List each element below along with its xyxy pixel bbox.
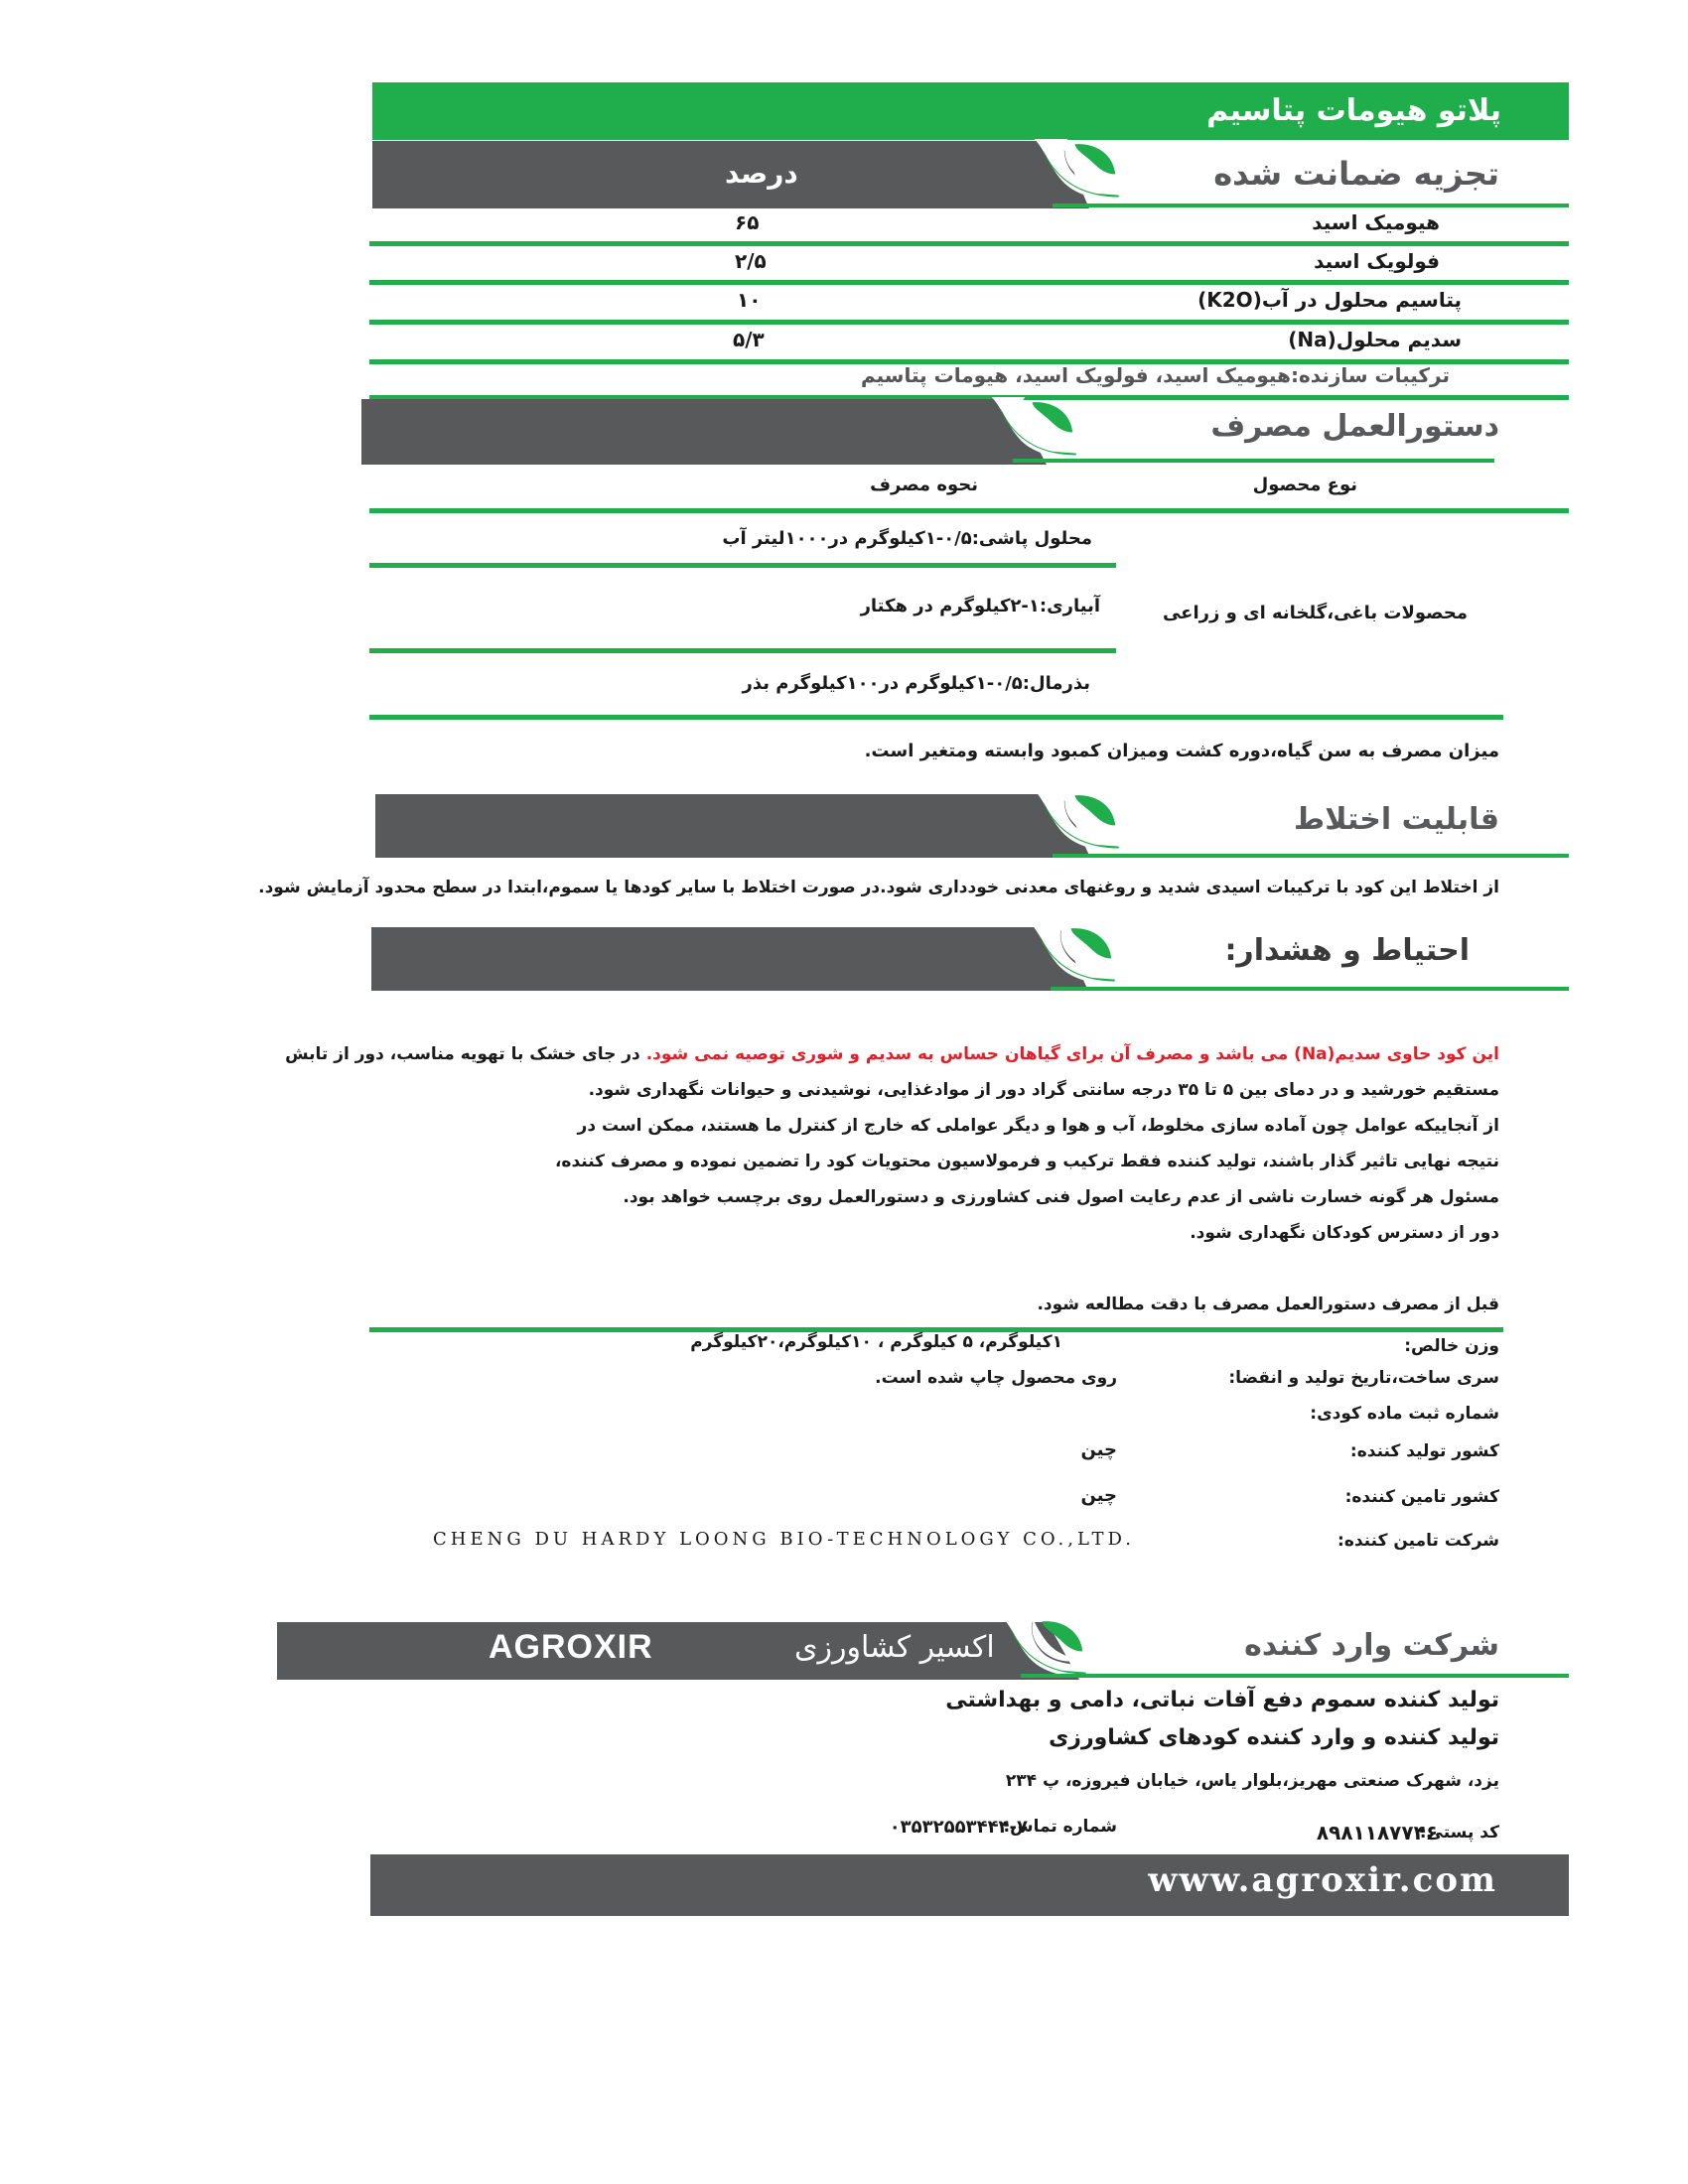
- analysis-row-name: فولویک اسید: [1314, 249, 1440, 273]
- usage-note: میزان مصرف به سن گیاه،دوره کشت ومیزان کمبود وابسته ومتغیر است.: [864, 741, 1499, 761]
- leaf-icon: [1029, 923, 1120, 985]
- warning-line: نتیجه نهایی تاثیر گذار باشند، تولید کننده فقط ترکیب و فرمولاسیون محتویات کود را تضمین نموده و مصرف کننده،: [554, 1152, 1499, 1171]
- warning-line: از آنجاییکه عوامل چون آماده سازی مخلوط، آب و هوا و دیگر عواملی که خارج از کنترل ما هستند، ممکن است در: [577, 1116, 1499, 1136]
- usage-crop: محصولات باغی،گلخانه ای و زراعی: [1162, 603, 1468, 623]
- warning-sodium-text: این کود حاوی سدیم(Na) می باشد و مصرف آن برای گیاهان حساس به سدیم و شوری توصیه نمی شود.: [645, 1044, 1499, 1064]
- phone-value: ۰۳۵۳۲۵۵۳۴۴۴-۷: [889, 1817, 1028, 1838]
- analysis-row-name: هیومیک اسید: [1312, 210, 1440, 234]
- usage-method: محلول پاشی:۰/۵-۱کیلوگرم در۱۰۰۰لیتر آب: [722, 528, 1092, 549]
- postal-label: کد پستی:: [1419, 1823, 1499, 1843]
- usage-divider: [369, 715, 1503, 720]
- warning-line: دور از دسترس کودکان نگهداری شود.: [1190, 1223, 1499, 1243]
- analysis-header-underline: [1053, 204, 1569, 207]
- warning-header-underline: [1051, 987, 1569, 991]
- info-value: روی محصول چاپ شده است.: [875, 1368, 1117, 1388]
- usage-method: بذرمال:۰/۵-۱کیلوگرم در۱۰۰کیلوگرم بذر: [742, 673, 1090, 694]
- analysis-row-value: ۱۰: [737, 288, 762, 312]
- row-divider: [369, 320, 1569, 325]
- info-value: چین: [1080, 1439, 1117, 1460]
- col-crop-header: نوع محصول: [1252, 475, 1357, 495]
- importer-heading: شرکت وارد کننده: [1244, 1628, 1499, 1663]
- usage-divider: [369, 563, 1116, 568]
- ingredients: ترکیبات سازنده:هیومیک اسید، فولویک اسید، هیومات پتاسیم: [860, 363, 1450, 387]
- importer-header-underline: [1021, 1674, 1569, 1678]
- importer-line1: تولید کننده سموم دفع آفات نباتی، دامی و بهداشتی: [945, 1688, 1499, 1712]
- info-label: شماره ثبت ماده کودی:: [1310, 1404, 1499, 1424]
- warning-line-1-rest: در جای خشک با تهویه مناسب، دور از تابش: [285, 1044, 646, 1064]
- warning-line: مسئول هر گونه خسارت ناشی از عدم رعایت اصول فنی کشاورزی و دستورالعمل روی برچسب خواهد بود.: [623, 1187, 1499, 1207]
- read-before-use: قبل از مصرف دستورالعمل مصرف با دقت مطالعه شود.: [1037, 1295, 1499, 1314]
- usage-divider: [369, 648, 1116, 653]
- leaf-icon: [999, 1616, 1092, 1678]
- importer-line2: تولید کننده و وارد کننده کودهای کشاورزی: [1049, 1725, 1499, 1750]
- website-link[interactable]: www.agroxir.com: [1148, 1860, 1497, 1900]
- usage-header-bar-gray: [361, 399, 1047, 465]
- usage-header-underline: [1013, 459, 1494, 463]
- mixing-text: از اختلاط این کود با ترکیبات اسیدی شدید و روغنهای معدنی خودداری شود.در صورت اختلاط با سایر کودها یا سموم،ابتدا در سطح محدود آزمایش شود.: [258, 878, 1499, 897]
- mixing-header-underline: [1053, 854, 1569, 858]
- info-label: شرکت تامین کننده:: [1337, 1531, 1499, 1551]
- agroxir-logo: AGROXIR: [489, 1628, 653, 1666]
- phone-label: شماره تماس:: [1003, 1817, 1117, 1837]
- info-label: کشور تولید کننده:: [1349, 1441, 1499, 1461]
- col-method-header: نحوه مصرف: [870, 475, 978, 495]
- info-value: ۱کیلوگرم، ۵ کیلوگرم ، ۱۰کیلوگرم،۲۰کیلوگرم: [690, 1332, 1062, 1352]
- leaf-icon: [1033, 139, 1124, 201]
- row-divider: [369, 280, 1569, 285]
- company-name-fa: اکسیر کشاورزی: [794, 1630, 995, 1665]
- warning-heading: احتیاط و هشدار:: [1224, 933, 1470, 968]
- percent-header: درصد: [725, 157, 798, 190]
- analysis-row-name: سدیم محلول(Na): [1288, 328, 1462, 351]
- info-label: سری ساخت،تاریخ تولید و انقضا:: [1228, 1368, 1499, 1388]
- supplier-company-latin: CHENG DU HARDY LOONG BIO-TECHNOLOGY CO.,LTD.: [433, 1529, 1135, 1550]
- warning-line-1: [285, 1044, 1499, 1064]
- product-title: پلاتو هیومات پتاسیم: [1206, 93, 1501, 128]
- info-value: چین: [1080, 1485, 1117, 1506]
- analysis-row-value: ۲/۵: [735, 249, 767, 273]
- importer-address: یزد، شهرک صنعتی مهریز،بلوار یاس، خیابان فیروزه، پ ۲۳۴: [1005, 1771, 1499, 1791]
- usage-divider: [369, 508, 1569, 513]
- leaf-icon: [991, 397, 1080, 459]
- analysis-row-name: پتاسیم محلول در آب(K2O): [1197, 288, 1462, 312]
- analysis-row-value: ۵/۳: [733, 328, 765, 351]
- info-label: وزن خالص:: [1404, 1336, 1499, 1356]
- info-label: کشور تامین کننده:: [1344, 1487, 1499, 1507]
- warning-header-bar-gray: [371, 927, 1088, 991]
- postal-value: ۸۹۸۱۱۸۷۷۴۶: [1316, 1821, 1438, 1844]
- usage-heading: دستورالعمل مصرف: [1210, 409, 1499, 444]
- row-divider: [369, 241, 1569, 246]
- usage-method: آبیاری:۱-۲کیلوگرم در هکتار: [860, 596, 1100, 616]
- warning-line: مستقیم خورشید و در دمای بین ۵ تا ۳۵ درجه سانتی گراد دور از موادغذایی، نوشیدنی و حیوانات نگهداری شود.: [588, 1080, 1499, 1100]
- analysis-row-value: ۶۵: [735, 210, 760, 234]
- mixing-header-bar-gray: [375, 794, 1090, 858]
- leaf-icon: [1033, 790, 1124, 852]
- mixing-heading: قابلیت اختلاط: [1294, 802, 1499, 837]
- analysis-heading: تجزیه ضمانت شده: [1213, 155, 1499, 193]
